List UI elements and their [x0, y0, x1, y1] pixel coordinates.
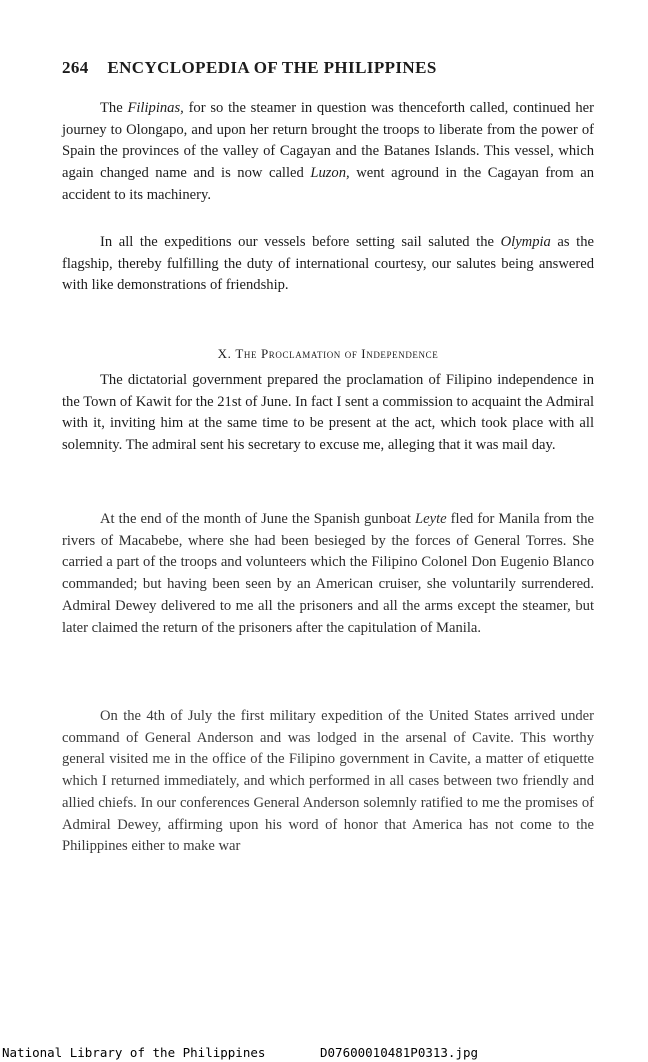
- paragraph-proclamation: The dictatorial government prepared the proclamation of Filipino independence in the Town of Kawit for the 21st of June. In fact I sent a commission to acquaint the Admiral with it, inviting him at the same time to be present at the act, which took place with all solemnity. The admiral sent his secretary to excuse me, alleging that it was mail day.: [62, 372, 594, 454]
- section-heading: [62, 346, 594, 362]
- text-run: went aground in the Cagayan from an accident to its machinery.: [62, 165, 594, 203]
- text-run: as the flagship, thereby fulfilling the duty of international courtesy, our salutes being answered with like demonstrations of friendship.: [62, 234, 594, 294]
- text-run: fled for Manila from the rivers of Macabebe, where she had been besieged by the forces of General Torres. She carried a part of the troops and volunteers which the Filipino Colonel Don Eugenio Blanco commanded; but having been seen by an American cruiser, she voluntarily surrendered. Admiral Dewey delivered to me all the prisoners and all the arms except the steamer, but later claimed the return of the prisoners after the capitulation of Manila.: [62, 511, 594, 636]
- text-run: In all the expeditions our vessels before setting sail saluted the: [100, 234, 501, 250]
- section-title: The Proclamation of Independence: [235, 346, 439, 361]
- italic-ship-name: Leyte: [415, 511, 447, 527]
- text-run: The: [100, 100, 128, 116]
- running-header: [62, 58, 582, 78]
- running-title: ENCYCLOPEDIA OF THE PHILIPPINES: [107, 58, 437, 77]
- text-run: for so the steamer in question was thenceforth called, continued her journey to Olongapo, and upon her return brought the troops to liberate from the power of Spain the provinces of the valley of Cagayan and the Batanes Islands. This vessel, which again changed name and is now called: [62, 100, 594, 182]
- italic-ship-name: Olympia: [500, 234, 551, 250]
- section-numeral: X.: [217, 346, 232, 361]
- text-run: At the end of the month of June the Spanish gunboat: [100, 511, 416, 527]
- paragraph-leyte: [62, 509, 594, 639]
- paragraph-anderson: On the 4th of July the first military expedition of the United States arrived under command of General Anderson and was lodged in the arsenal of Cavite. This worthy general visited me in the office of the Filipino government in Cavite, a matter of etiquette which I returned immediately, and which performed in all cases between two friendly and allied chiefs. In our conferences General Anderson solemnly ratified to me the promises of Admiral Dewey, affirming upon his word of honor that America has not come to the Philippines either to make war: [62, 708, 594, 855]
- italic-ship-name: Luzon,: [310, 165, 350, 182]
- paragraph-olympia: [62, 232, 594, 297]
- italic-ship-name: Filipinas,: [127, 100, 184, 116]
- footer-filename: D07600010481P0313.jpg: [320, 1045, 479, 1060]
- page-number: 264: [62, 58, 89, 77]
- footer-source: National Library of the Philippines: [2, 1045, 266, 1060]
- paragraph-filipinas: [62, 98, 594, 207]
